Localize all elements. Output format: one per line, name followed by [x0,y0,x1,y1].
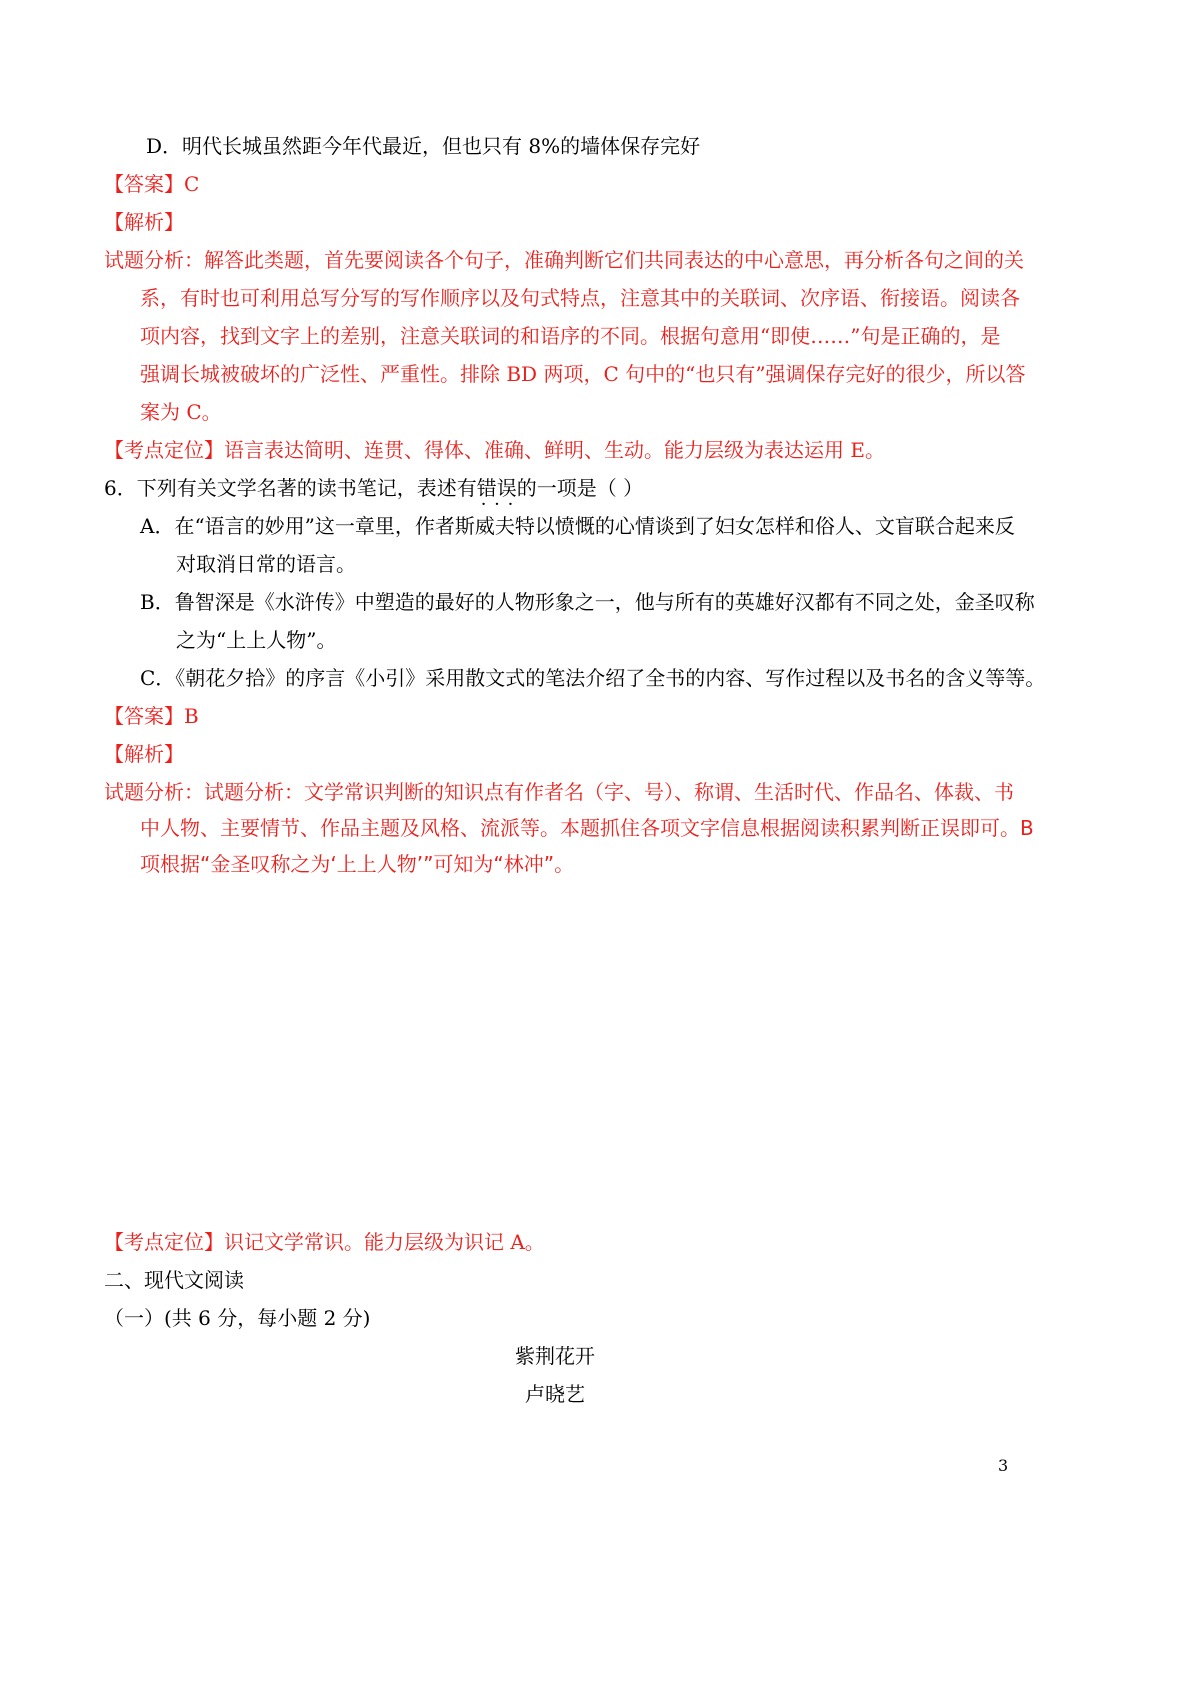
q6-option-a: A．在“语言的妙用”这一章里，作者斯威夫特以愤慨的心情谈到了妇女怎样和俗人、文盲联合起来反 [140,514,1015,538]
q6-analysis-line: 试题分析：试题分析：文学常识判断的知识点有作者名（字、号）、称谓、生活时代、作品名、体裁、书 [104,780,1014,804]
q5-analysis-line: 强调长城被破坏的广泛性、严重性。排除 BD 两项，C 句中的“也只有”强调保存完好的很少，所以答 [140,362,1026,386]
q5-kaodian: 【考点定位】语言表达简明、连贯、得体、准确、鲜明、生动。能力层级为表达运用 E。 [104,438,885,462]
q6-stem [104,474,643,502]
q5-analysis-line: 项内容，找到文字上的差别，注意关联词的和语序的不同。根据句意用“即使……”句是正确的，是 [140,324,1001,348]
q6-analysis-heading: 【解析】 [104,742,184,766]
q6-option-b: B．鲁智深是《水浒传》中塑造的最好的人物形象之一，他与所有的英雄好汉都有不同之处，金圣叹称 [140,590,1035,614]
q6-option-b-cont: 之为“上上人物”。 [176,628,337,652]
q5-analysis-line: 系，有时也可利用总写分写的写作顺序以及句式特点，注意其中的关联词、次序语、衔接语。阅读各 [140,286,1020,310]
article-title: 紫荆花开 [515,1344,595,1368]
q6-stem-after: 的一项是（ ） [516,476,644,500]
q6-option-a-cont: 对取消日常的语言。 [176,552,356,576]
q5-answer: 【答案】C [104,172,200,196]
q6-stem-before: 6．下列有关文学名著的读书笔记，表述有 [104,476,477,500]
q6-option-c: C．《朝花夕拾》的序言《小引》采用散文式的笔法介绍了全书的内容、写作过程以及书名的含义等等。 [140,666,1046,690]
q6-kaodian: 【考点定位】识记文学常识。能力层级为识记 A。 [104,1230,545,1254]
q5-analysis-line: 案为 C。 [140,400,222,424]
q6-analysis-line: 项根据“金圣叹称之为‘上上人物’”可知为“林冲”。 [140,852,575,876]
article-author: 卢晓艺 [525,1382,585,1406]
q5-analysis-line: 试题分析：解答此类题，首先要阅读各个句子，准确判断它们共同表达的中心意思，再分析各句之间的关 [104,248,1024,272]
q6-analysis-line: 中人物、主要情节、作品主题及风格、流派等。本题抓住各项文字信息根据阅读积累判断正误即可。B [140,816,1034,840]
q6-answer: 【答案】B [104,704,199,728]
q5-analysis-heading: 【解析】 [104,210,184,234]
section-subheading: （一）(共 6 分，每小题 2 分) [104,1306,371,1330]
section-heading: 二、现代文阅读 [104,1268,244,1292]
q5-option-d: D．明代长城虽然距今年代最近，但也只有 8%的墙体保存完好 [146,134,701,158]
q6-stem-emphasis: 错误 · · · [477,474,517,502]
page-number: 3 [998,1456,1009,1475]
